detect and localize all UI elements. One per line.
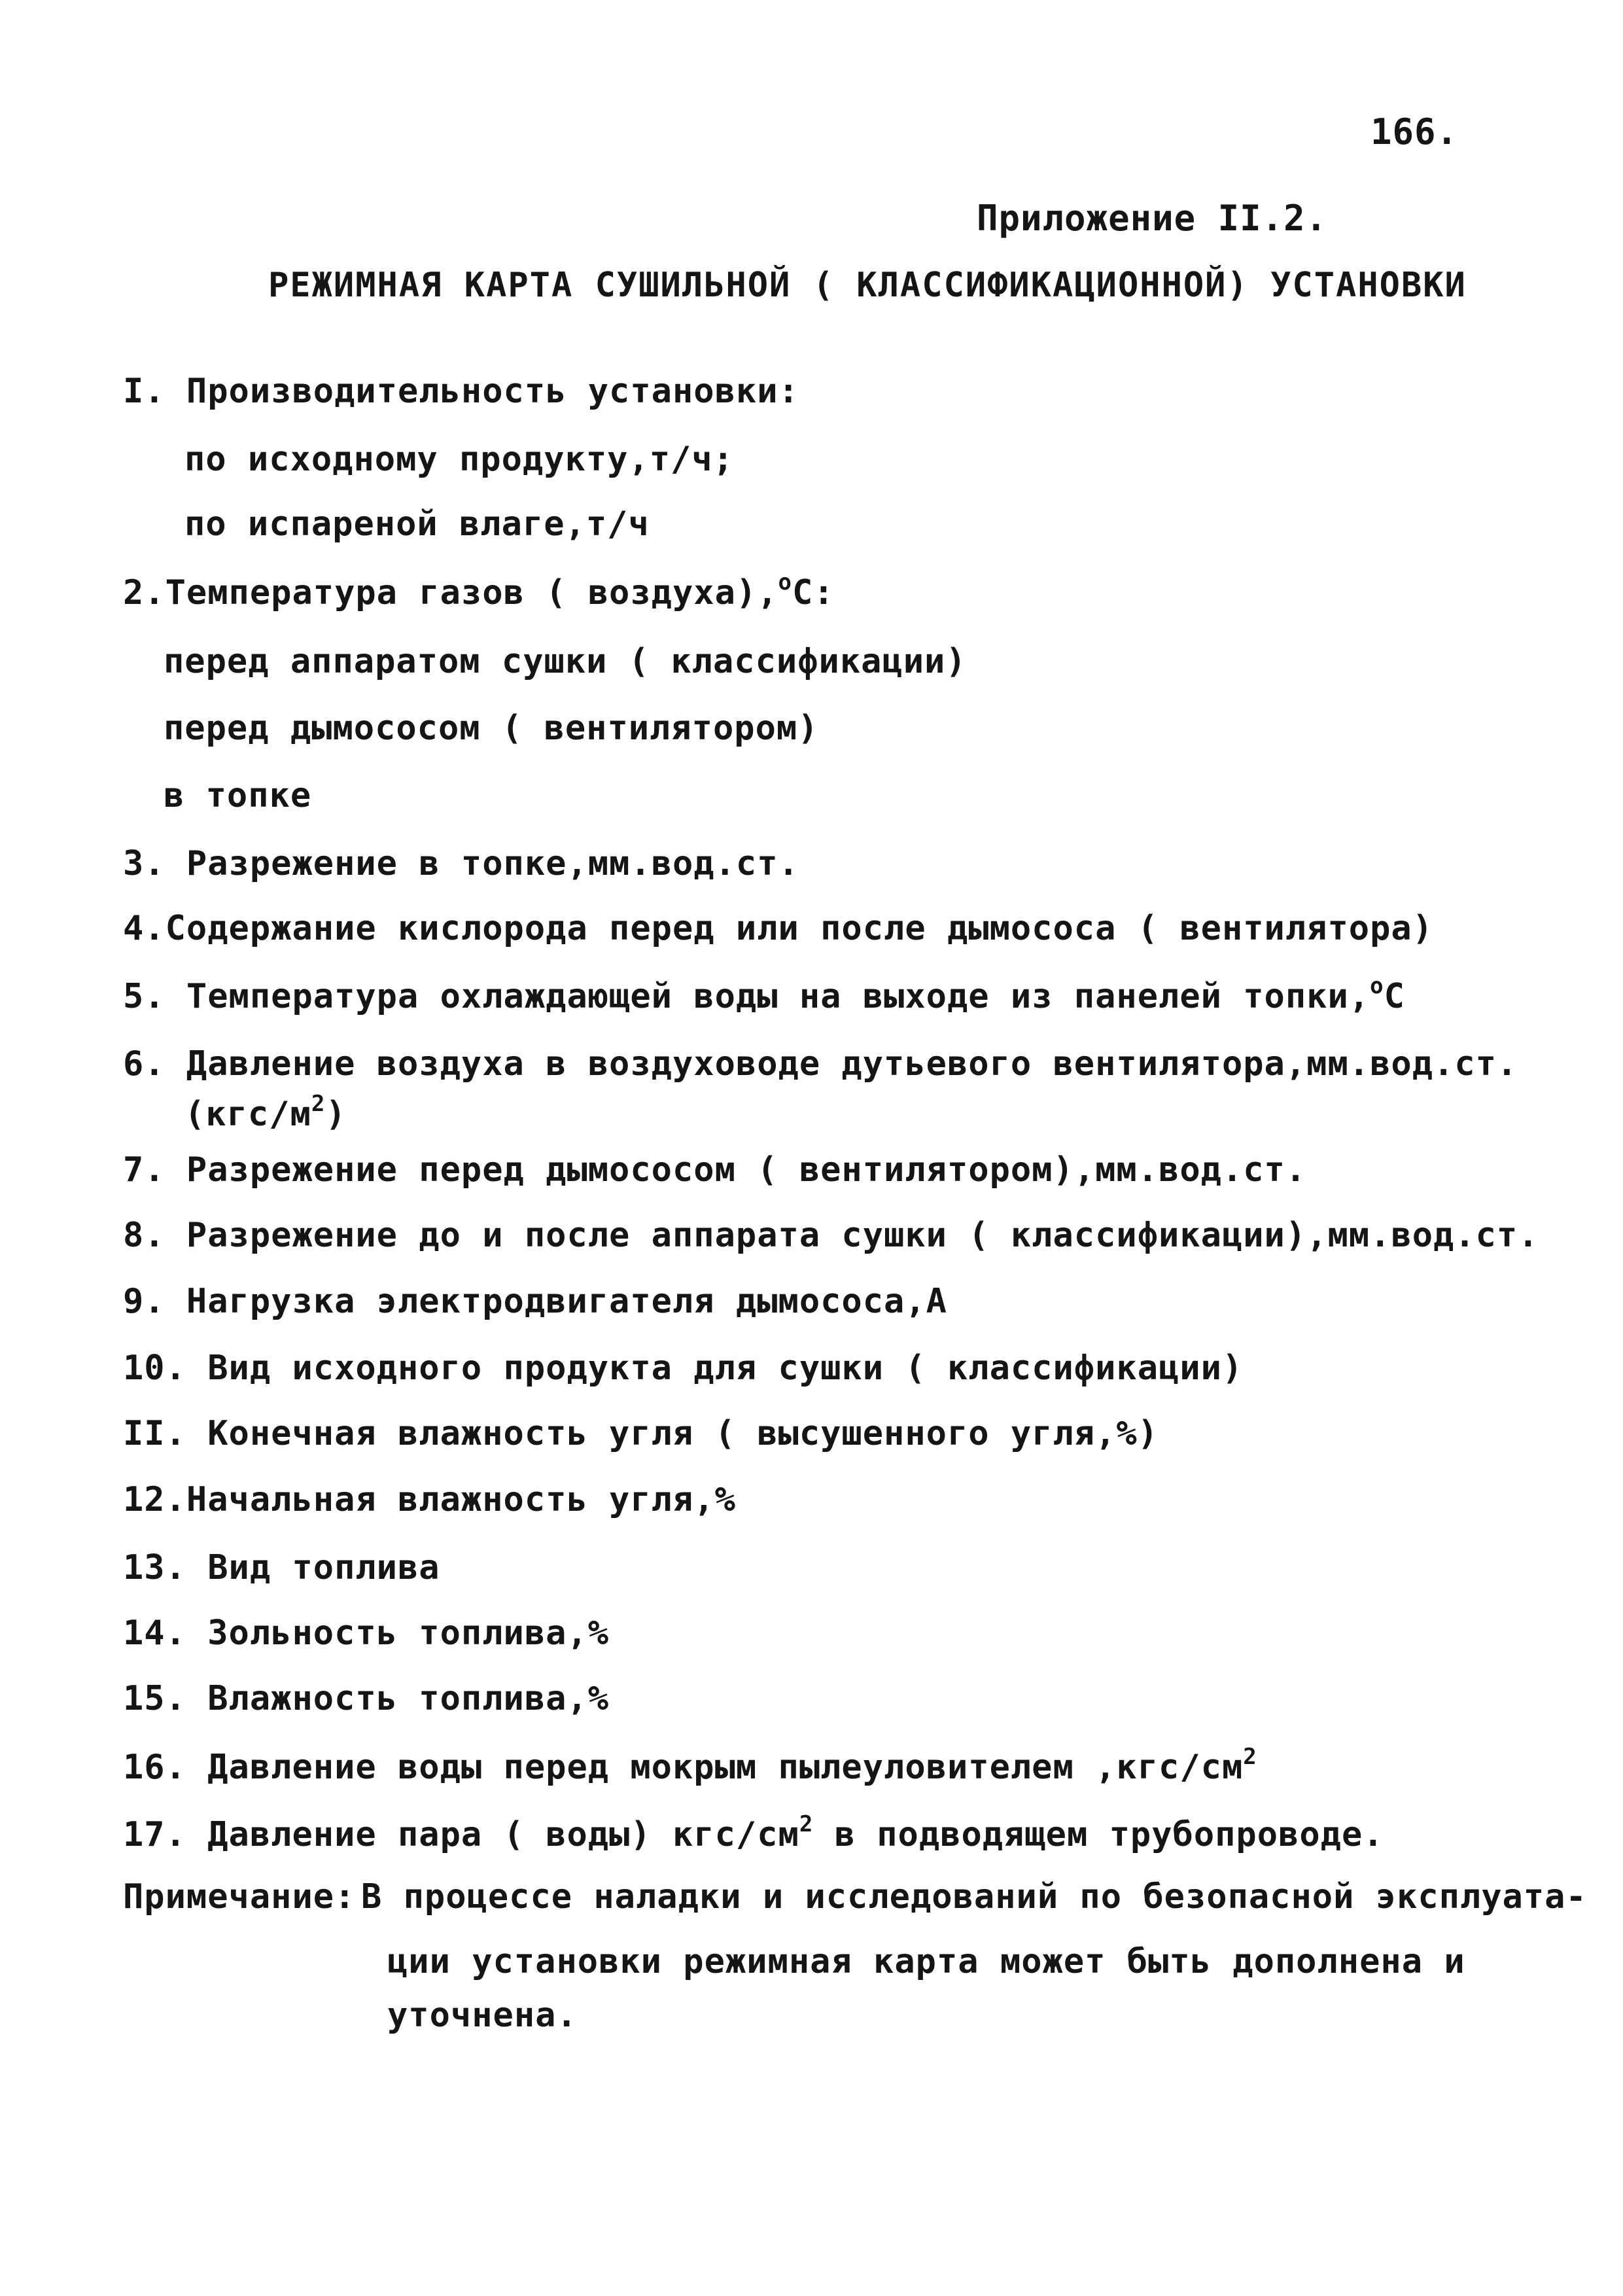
item-11: II. Конечная влажность угля ( высушенного угля,%) [123,1414,1159,1453]
item-12: 12.Начальная влажность угля,% [123,1480,736,1519]
item-1-sub-moisture: по испареной влаге,т/ч [184,504,650,544]
item-9: 9. Нагрузка электродвигателя дымососа,А [123,1282,947,1321]
item-1-sub-product: по исходному продукту,т/ч; [184,440,734,479]
note-label: Примечание: [123,1877,356,1916]
item-1: I. Производительность установки: [123,372,799,411]
item-2-sub-before-dryer: перед аппаратом сушки ( классификации) [164,642,967,681]
page-title: РЕЖИМНАЯ КАРТА СУШИЛЬНОЙ ( КЛАССИФИКАЦИОННОЙ) УСТАНОВКИ [268,266,1467,305]
item-15: 15. Влажность топлива,% [123,1679,610,1718]
item-14: 14. Зольность топлива,% [123,1614,610,1653]
note-line-3: уточнена. [387,1996,578,2035]
item-4: 4.Содержание кислорода перед или после дымососа ( вентилятора) [123,909,1434,948]
item-16: 16. Давление воды перед мокрым пылеуловителем $,кгс/см^2$ [123,1744,1257,1787]
item-10: 10. Вид исходного продукта для сушки ( классификации) [123,1349,1244,1388]
item-2-sub-before-exhauster: перед дымососом ( вентилятором) [164,709,819,748]
item-13: 13. Вид топлива [123,1548,440,1587]
appendix-label: Приложение II.2. [977,198,1328,239]
item-6: 6. Давление воздуха в воздуховоде дутьевого вентилятора,мм.вод.ст. [123,1044,1518,1084]
item-7: 7. Разрежение перед дымососом ( вентилятором),мм.вод.ст. [123,1150,1307,1190]
note-line-2: ции установки режимная карта может быть дополнена и [387,1942,1465,1981]
page-number: 166. [1370,111,1459,152]
item-3: 3. Разрежение в топке,мм.вод.ст. [123,844,799,883]
item-2-sub-furnace: в топке [164,776,312,815]
item-17: 17. Давление пара ( воды) кгс/$см^2$ в подводящем трубопроводе. [123,1811,1384,1854]
item-6-cont: $(кгс/м^2)$ [184,1091,347,1134]
item-8: 8. Разрежение до и после аппарата сушки ( классификации),мм.вод.ст. [123,1216,1539,1255]
note-line-1: В процессе наладки и исследований по безопасной эксплуата- [361,1877,1587,1916]
item-2: 2.Температура газов ( воздуха),$^o$С: [123,569,835,612]
item-5: 5. Температура охлаждающей воды на выходе из панелей топки,$^o$С [123,973,1405,1016]
